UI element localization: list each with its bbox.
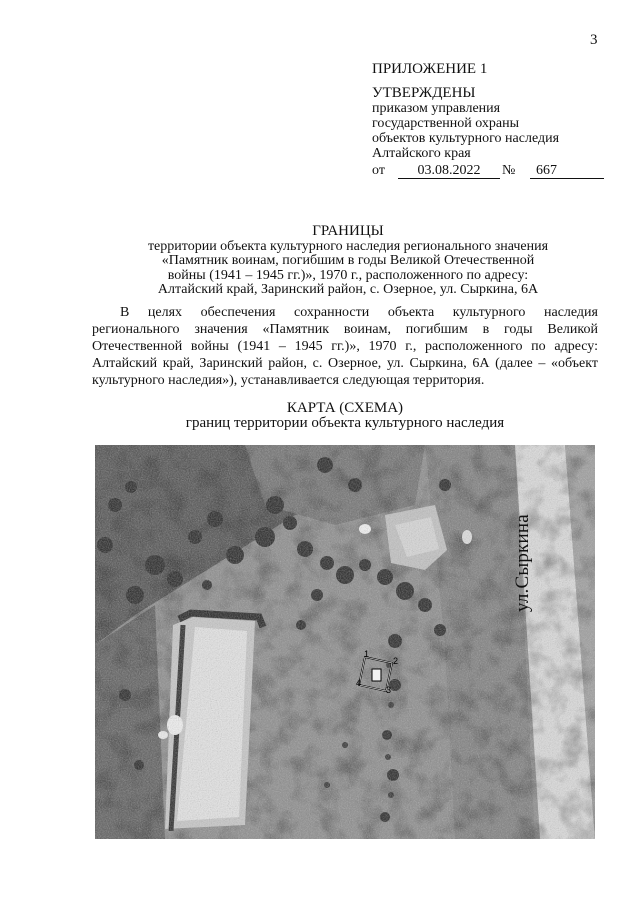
appendix-label: ПРИЛОЖЕНИЕ 1 [372,61,488,77]
order-line [372,163,612,183]
boundary-point-label: 2 [393,656,399,666]
order-number: 667 [530,163,604,179]
order-date: 03.08.2022 [398,163,500,179]
approval-line: государственной охраны [372,116,520,131]
title-line: территории объекта культурного наследия регионального значения [147,238,549,254]
satellite-map [95,445,595,839]
title-heading: ГРАНИЦЫ [312,223,384,239]
map-title-heading: КАРТА (СХЕМА) [286,400,404,416]
title-line: Алтайский край, Заринский район, с. Озерное, ул. Сыркина, 6А [157,282,539,297]
approval-line: объектов культурного наследия [372,131,560,146]
order-number-sign: № [502,163,516,178]
page-number: 3 [590,32,598,48]
approval-line: приказом управления [372,101,501,116]
boundary-point-label: 4 [356,678,362,688]
approval-block [372,62,612,183]
title-line: войны (1941 – 1945 гг.)», 1970 г., расположенного по адресу: [167,267,529,283]
satellite-map-image [95,445,595,839]
approval-line: Алтайского края [372,146,471,161]
document-title [100,224,596,298]
body-paragraph [92,304,598,389]
map-title-subtitle: границ территории объекта культурного наследия [185,415,505,431]
boundary-point-label: 3 [386,685,392,695]
order-from-label: от [372,163,385,178]
boundary-point-label: 1 [364,649,370,659]
body-paragraph-text: В целях обеспечения сохранности объекта культурного наследия регионального значения «Памятник воинам, погибшим в годы Великой Отечественной войны (1941 – 1945 гг.)», 1970 г., расположенного по адресу: Алтайский край, Заринский район, с. Озерное, ул. Сыркина, 6А (далее – «объект культурного наследия»), устанавливается следующая территория. [92,305,598,388]
map-title [92,401,598,431]
approved-label: УТВЕРЖДЕНЫ [372,85,476,101]
street-label: ул.Сыркина [512,514,533,612]
title-line: «Памятник воинам, погибшим в годы Великой Отечественной [161,253,535,268]
